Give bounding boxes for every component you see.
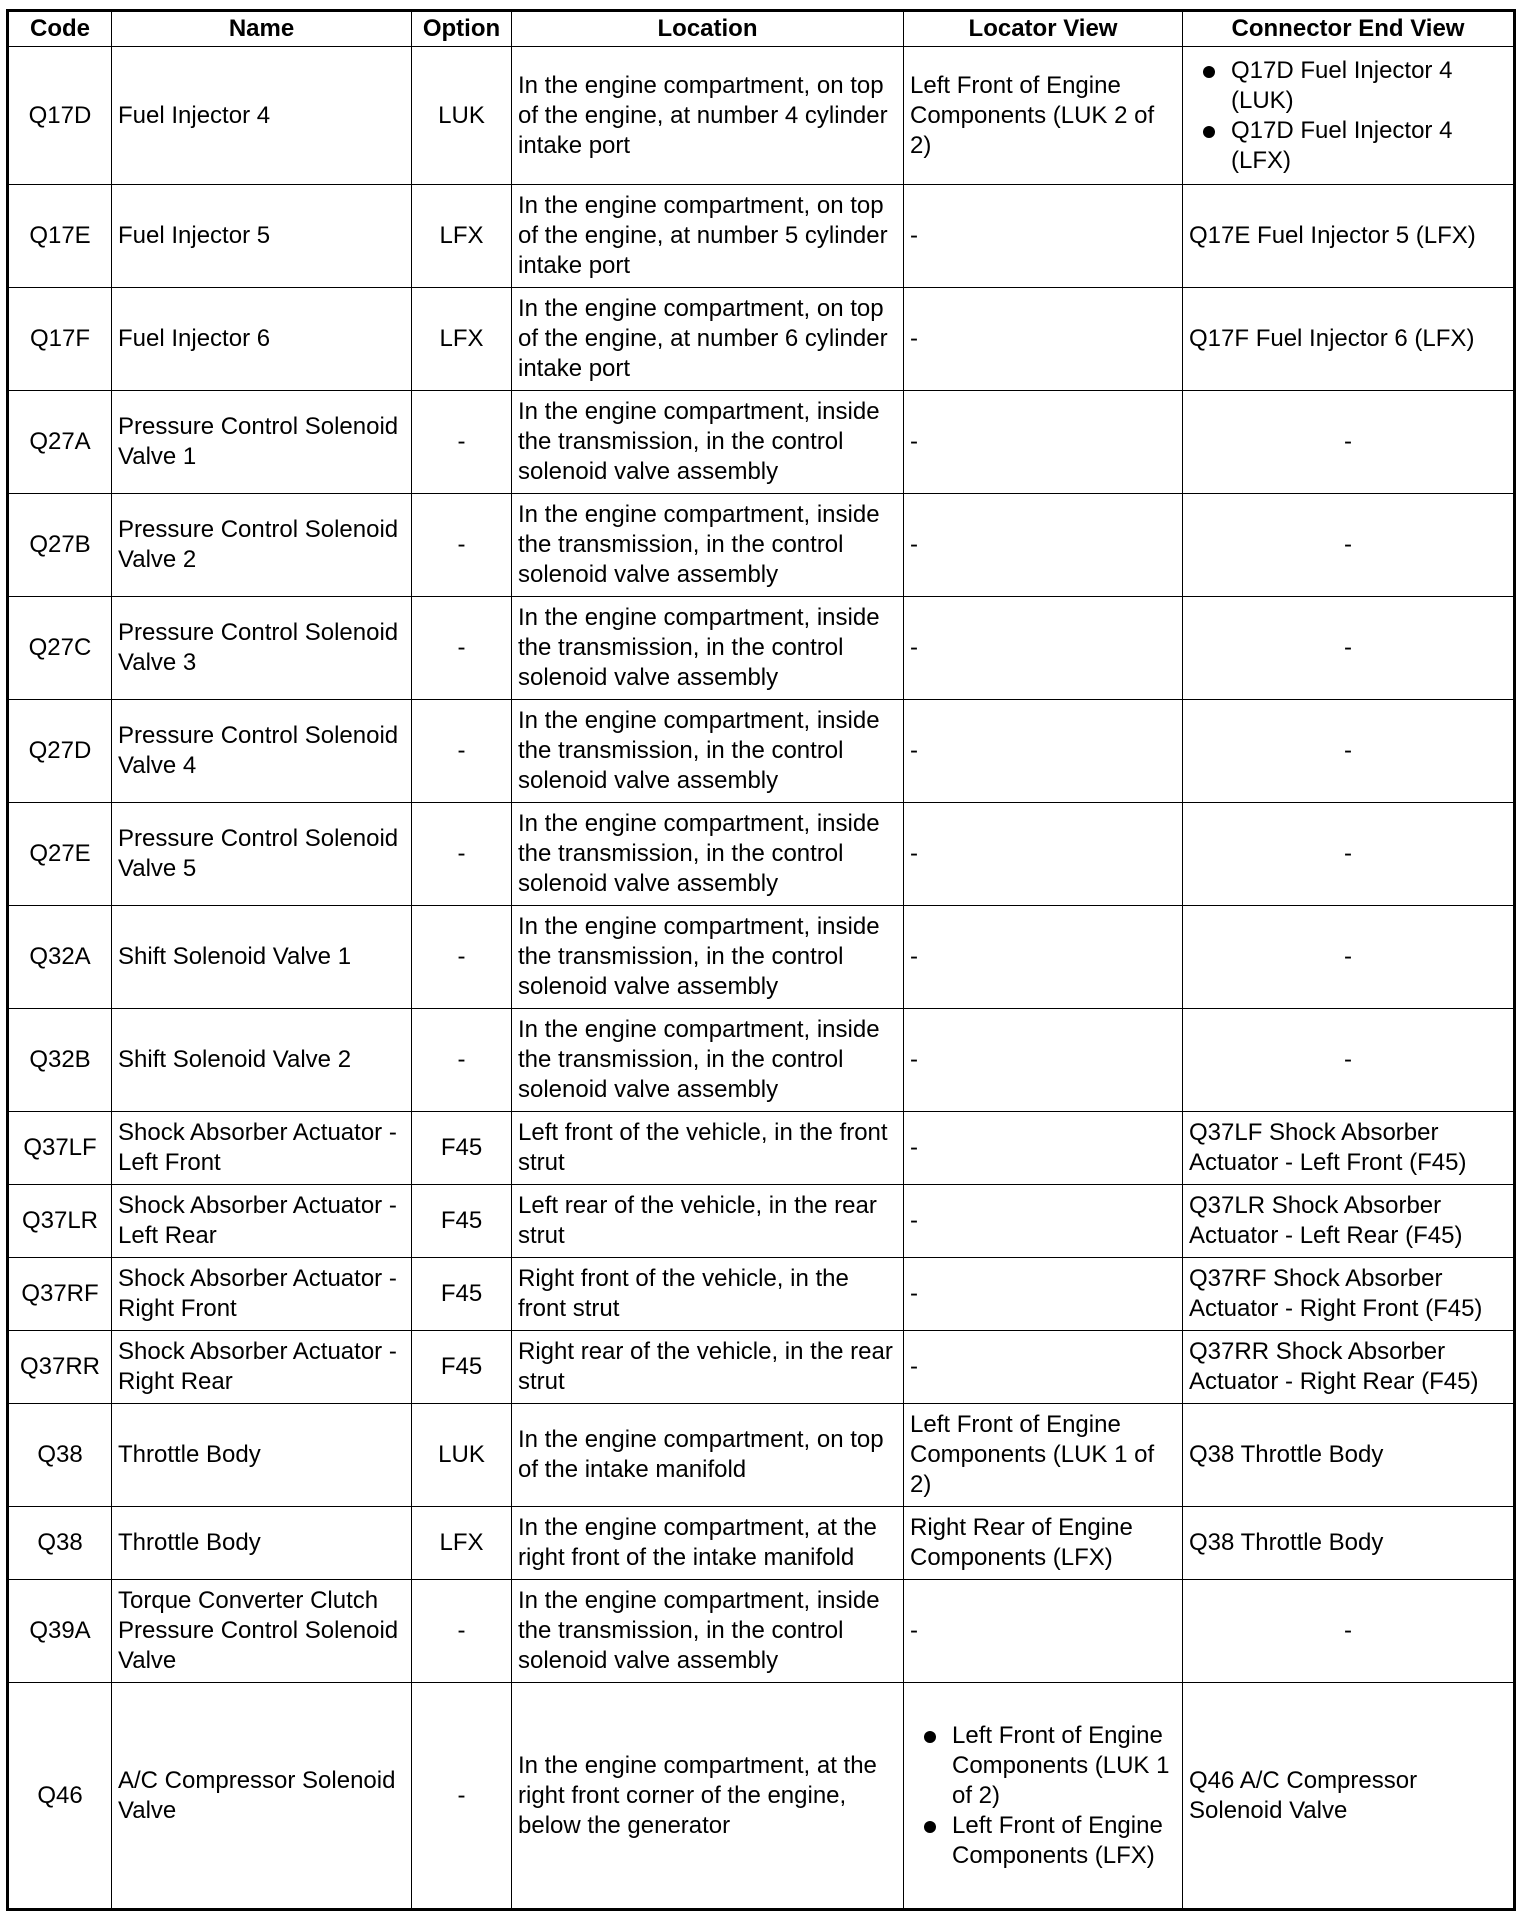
table-row [8,1009,1515,1112]
header-connector-end-view: Connector End View [1183,11,1515,47]
cell-locator-view: - [904,494,1183,597]
cell-option: LUK [412,1404,512,1507]
table-row [8,494,1515,597]
cell-code: Q27A [8,391,112,494]
cell-connector-end-view: - [1183,700,1515,803]
cell-name: Fuel Injector 4 [112,47,412,185]
cell-option: F45 [412,1331,512,1404]
table-row [8,700,1515,803]
table-row [8,1404,1515,1507]
cell-name: Throttle Body [112,1404,412,1507]
component-locator-table [6,9,1516,1911]
cell-code: Q32B [8,1009,112,1112]
cell-location: In the engine compartment, on top of the engine, at number 4 cylinder intake port [512,47,904,185]
table-row [8,1507,1515,1580]
cell-connector-end-view: - [1183,803,1515,906]
cell-location: In the engine compartment, inside the transmission, in the control solenoid valve assembly [512,494,904,597]
cell-name: Shock Absorber Actuator - Left Front [112,1112,412,1185]
cell-name: Fuel Injector 5 [112,185,412,288]
cell-code: Q37RF [8,1258,112,1331]
cell-name: Fuel Injector 6 [112,288,412,391]
cell-name: Pressure Control Solenoid Valve 3 [112,597,412,700]
table-row [8,1580,1515,1683]
cell-location: In the engine compartment, on top of the intake manifold [512,1404,904,1507]
cell-connector-end-view: - [1183,1580,1515,1683]
cell-name: A/C Compressor Solenoid Valve [112,1683,412,1910]
table-row [8,597,1515,700]
cell-name: Shock Absorber Actuator - Right Front [112,1258,412,1331]
cell-option: LFX [412,185,512,288]
cell-code: Q17D [8,47,112,185]
cell-locator-view: - [904,1009,1183,1112]
cell-option: F45 [412,1185,512,1258]
cell-name: Shift Solenoid Valve 1 [112,906,412,1009]
cell-connector-end-view: - [1183,1009,1515,1112]
cell-code: Q27E [8,803,112,906]
cell-code: Q46 [8,1683,112,1910]
cell-name: Throttle Body [112,1507,412,1580]
cell-locator-view: - [904,803,1183,906]
cell-location: In the engine compartment, on top of the engine, at number 6 cylinder intake port [512,288,904,391]
cell-connector-end-view: - [1183,391,1515,494]
cell-locator-view: - [904,288,1183,391]
table-row [8,1185,1515,1258]
header-locator-view: Locator View [904,11,1183,47]
cell-locator-view: Left Front of Engine Components (LUK 1 of 2) [904,1404,1183,1507]
bullet-item: Q17D Fuel Injector 4 (LFX) [1189,116,1507,176]
cell-code: Q38 [8,1404,112,1507]
table-row [8,1258,1515,1331]
cell-locator-view [904,1683,1183,1910]
table-row [8,1331,1515,1404]
cell-locator-view-list [910,1721,1176,1871]
cell-option: - [412,1009,512,1112]
cell-option: LUK [412,47,512,185]
cell-name: Shock Absorber Actuator - Right Rear [112,1331,412,1404]
cell-code: Q17E [8,185,112,288]
cell-option: LFX [412,1507,512,1580]
cell-connector-end-view: - [1183,906,1515,1009]
cell-name: Pressure Control Solenoid Valve 5 [112,803,412,906]
cell-name: Shift Solenoid Valve 2 [112,1009,412,1112]
table-row [8,1112,1515,1185]
cell-option: - [412,1580,512,1683]
cell-connector-end-view: Q17E Fuel Injector 5 (LFX) [1183,185,1515,288]
bullet-item: Q17D Fuel Injector 4 (LUK) [1189,56,1507,116]
cell-location: In the engine compartment, inside the transmission, in the control solenoid valve assembly [512,1009,904,1112]
cell-location: Left rear of the vehicle, in the rear strut [512,1185,904,1258]
cell-connector-end-view: Q37LF Shock Absorber Actuator - Left Front (F45) [1183,1112,1515,1185]
cell-code: Q37LR [8,1185,112,1258]
cell-connector-end-view: Q37RF Shock Absorber Actuator - Right Front (F45) [1183,1258,1515,1331]
table-header-row [8,11,1515,47]
cell-code: Q32A [8,906,112,1009]
cell-locator-view: - [904,1580,1183,1683]
cell-connector-end-view: - [1183,494,1515,597]
table-row [8,47,1515,185]
table-row [8,1683,1515,1910]
cell-location: In the engine compartment, inside the transmission, in the control solenoid valve assembly [512,906,904,1009]
cell-connector-end-view: Q37LR Shock Absorber Actuator - Left Rear (F45) [1183,1185,1515,1258]
cell-code: Q27C [8,597,112,700]
cell-option: - [412,803,512,906]
cell-option: - [412,391,512,494]
cell-location: Left front of the vehicle, in the front strut [512,1112,904,1185]
table-body [8,47,1515,1910]
cell-location: In the engine compartment, inside the transmission, in the control solenoid valve assembly [512,700,904,803]
cell-connector-end-view [1183,47,1515,185]
cell-name: Shock Absorber Actuator - Left Rear [112,1185,412,1258]
header-name: Name [112,11,412,47]
cell-name: Pressure Control Solenoid Valve 2 [112,494,412,597]
cell-location: In the engine compartment, on top of the engine, at number 5 cylinder intake port [512,185,904,288]
bullet-item: Left Front of Engine Components (LFX) [910,1811,1176,1871]
cell-locator-view: - [904,700,1183,803]
cell-option: F45 [412,1112,512,1185]
cell-connector-end-view: Q17F Fuel Injector 6 (LFX) [1183,288,1515,391]
cell-location: In the engine compartment, inside the transmission, in the control solenoid valve assembly [512,1580,904,1683]
bullet-item: Left Front of Engine Components (LUK 1 of 2) [910,1721,1176,1811]
cell-location: In the engine compartment, at the right front corner of the engine, below the generator [512,1683,904,1910]
cell-location: Right rear of the vehicle, in the rear strut [512,1331,904,1404]
cell-code: Q17F [8,288,112,391]
cell-option: - [412,1683,512,1910]
header-code: Code [8,11,112,47]
cell-locator-view: - [904,185,1183,288]
table-row [8,391,1515,494]
cell-code: Q38 [8,1507,112,1580]
cell-locator-view: - [904,1331,1183,1404]
cell-code: Q39A [8,1580,112,1683]
table-row [8,803,1515,906]
cell-connector-end-view: Q37RR Shock Absorber Actuator - Right Rear (F45) [1183,1331,1515,1404]
table-row [8,185,1515,288]
header-option: Option [412,11,512,47]
cell-locator-view: Left Front of Engine Components (LUK 2 of 2) [904,47,1183,185]
cell-code: Q37RR [8,1331,112,1404]
cell-locator-view: - [904,1112,1183,1185]
cell-option: - [412,700,512,803]
cell-connector-end-view: Q38 Throttle Body [1183,1507,1515,1580]
cell-location: In the engine compartment, inside the transmission, in the control solenoid valve assembly [512,391,904,494]
cell-connector-end-view: Q46 A/C Compressor Solenoid Valve [1183,1683,1515,1910]
cell-location: In the engine compartment, at the right front of the intake manifold [512,1507,904,1580]
cell-location: In the engine compartment, inside the transmission, in the control solenoid valve assembly [512,597,904,700]
cell-code: Q27B [8,494,112,597]
cell-locator-view: - [904,1258,1183,1331]
cell-locator-view: - [904,391,1183,494]
cell-name: Torque Converter Clutch Pressure Control Solenoid Valve [112,1580,412,1683]
cell-locator-view: Right Rear of Engine Components (LFX) [904,1507,1183,1580]
cell-connector-end-view-list [1189,56,1507,176]
table-row [8,288,1515,391]
cell-code: Q37LF [8,1112,112,1185]
table-row [8,906,1515,1009]
cell-name: Pressure Control Solenoid Valve 1 [112,391,412,494]
cell-name: Pressure Control Solenoid Valve 4 [112,700,412,803]
cell-locator-view: - [904,597,1183,700]
cell-location: In the engine compartment, inside the transmission, in the control solenoid valve assembly [512,803,904,906]
cell-locator-view: - [904,906,1183,1009]
cell-connector-end-view: Q38 Throttle Body [1183,1404,1515,1507]
cell-code: Q27D [8,700,112,803]
header-location: Location [512,11,904,47]
cell-option: - [412,494,512,597]
cell-option: F45 [412,1258,512,1331]
cell-option: - [412,597,512,700]
cell-locator-view: - [904,1185,1183,1258]
cell-option: LFX [412,288,512,391]
cell-option: - [412,906,512,1009]
cell-connector-end-view: - [1183,597,1515,700]
cell-location: Right front of the vehicle, in the front strut [512,1258,904,1331]
